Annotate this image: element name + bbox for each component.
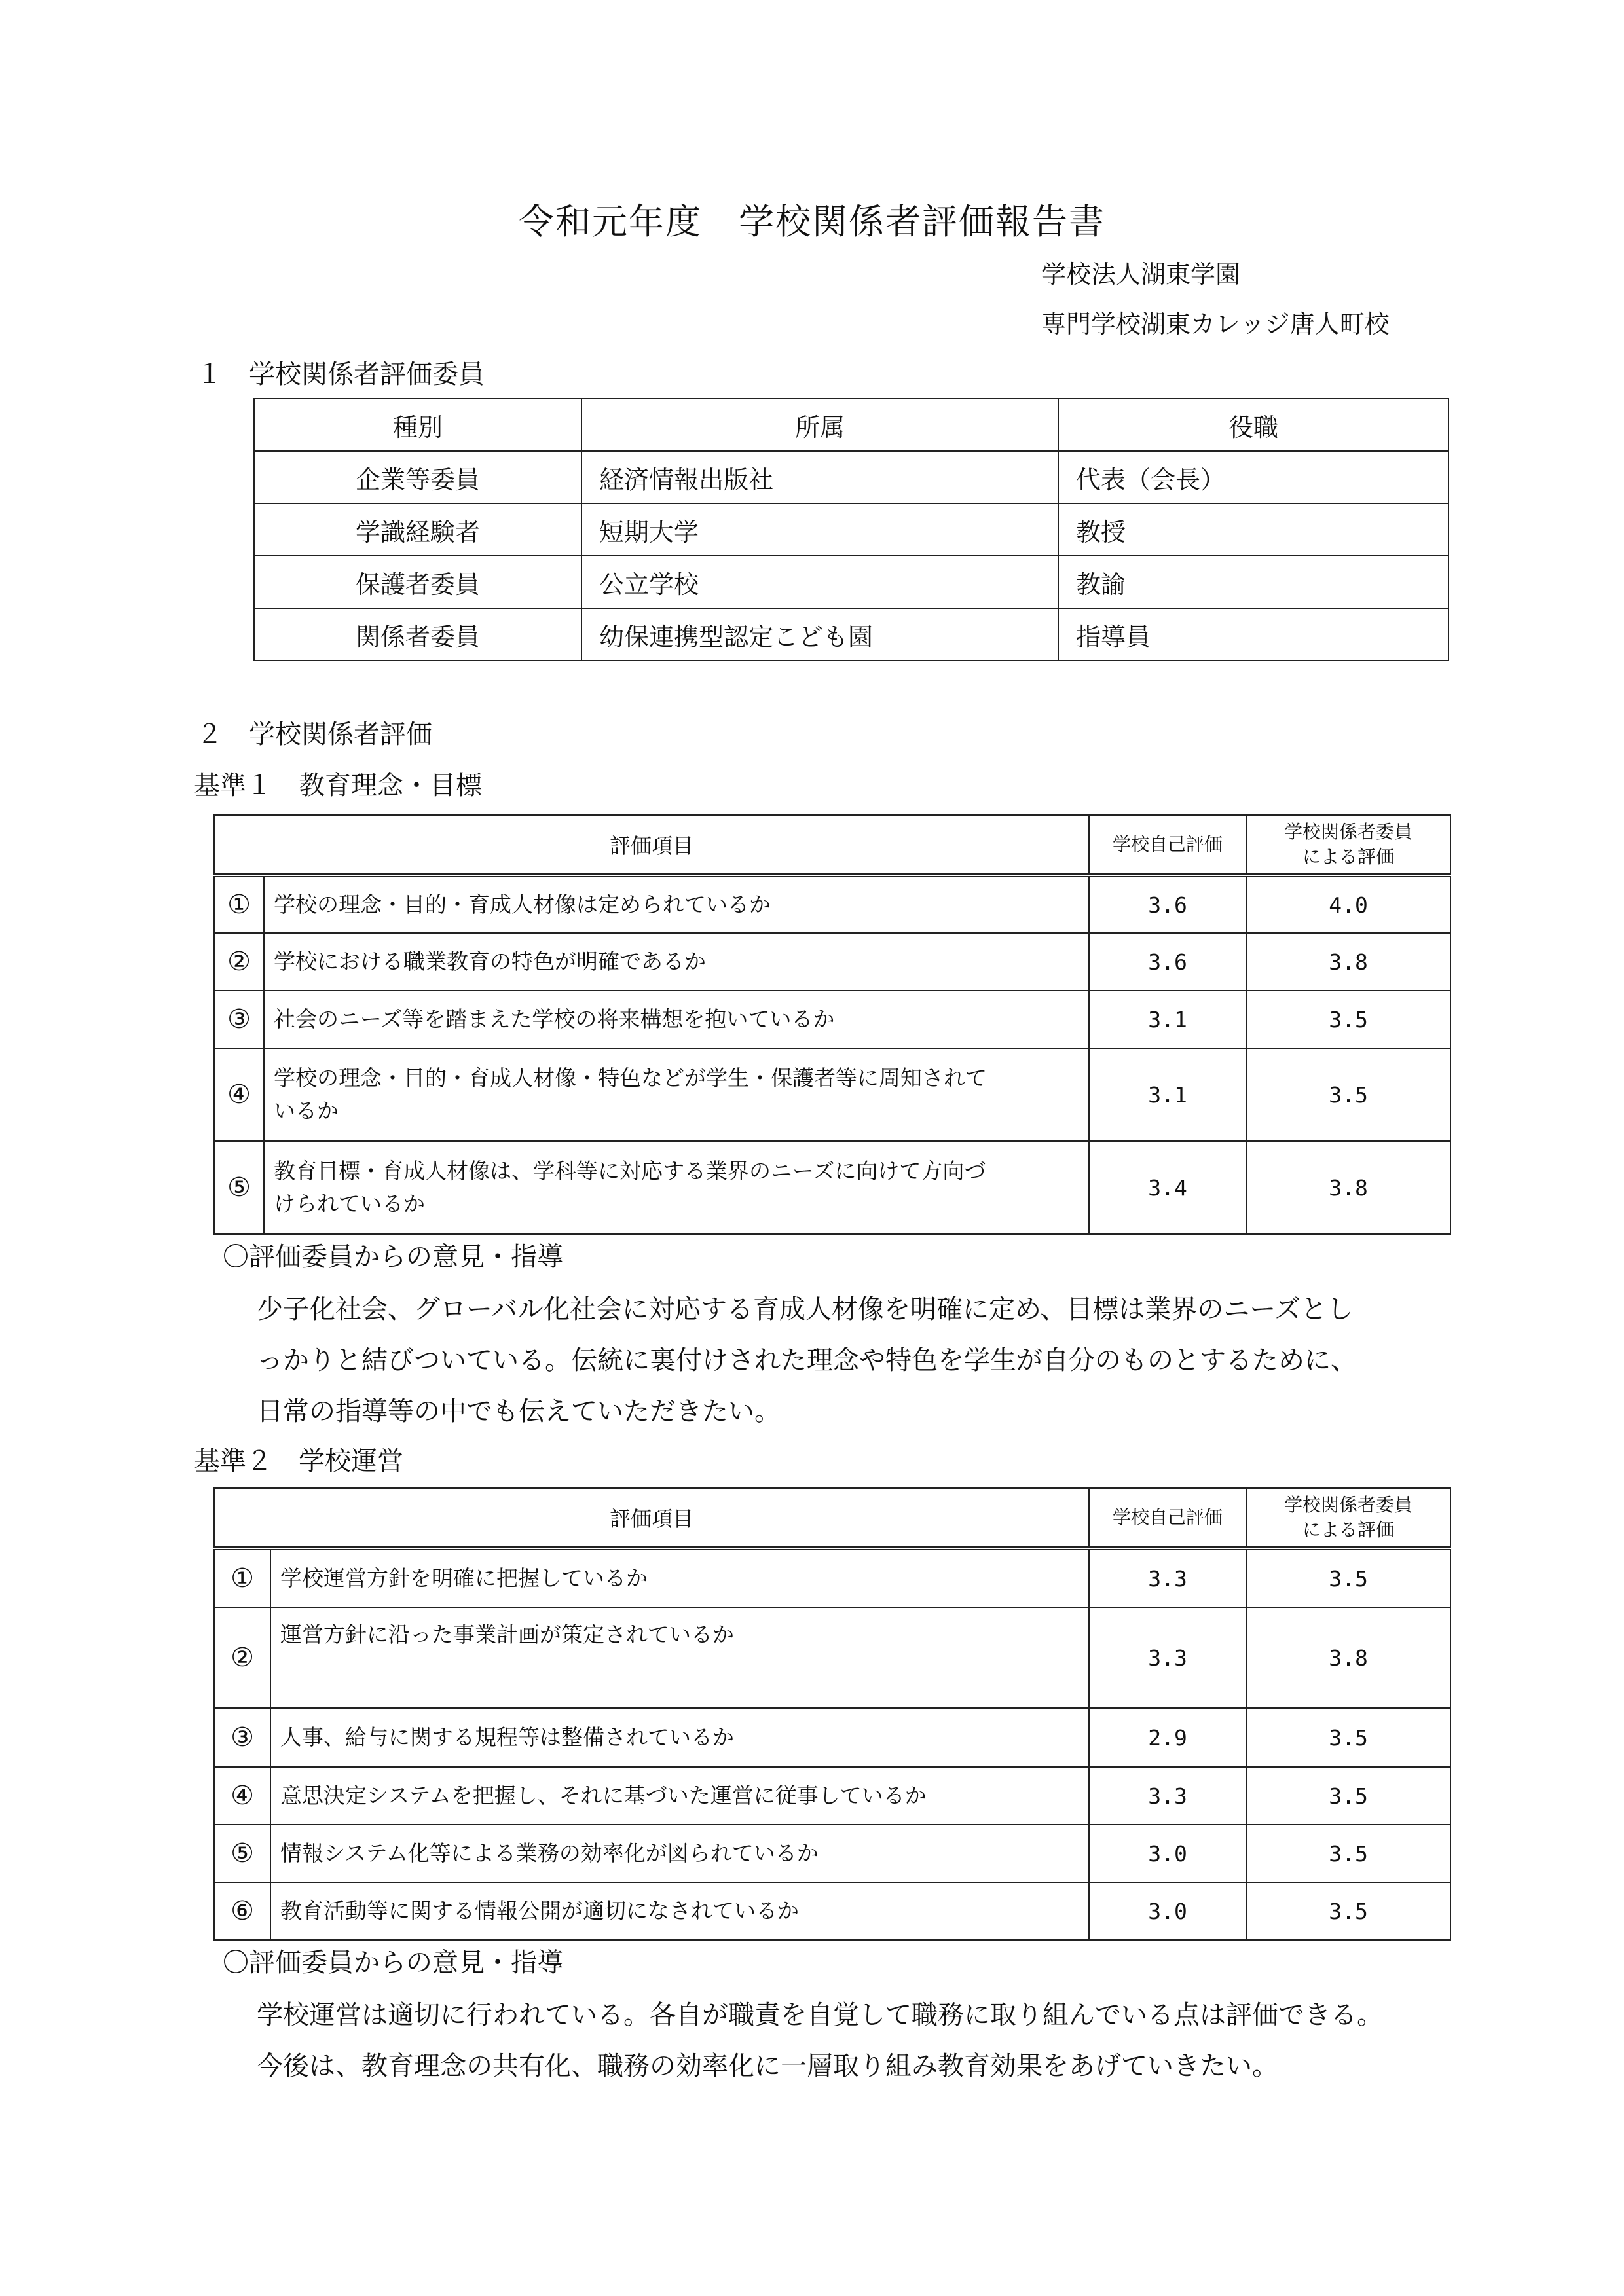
header-affiliation: 所属 [581, 399, 1058, 451]
header-committee-evaluation [1246, 1488, 1450, 1548]
table-row [214, 1141, 1450, 1234]
table-row [214, 1548, 1450, 1607]
committee-score: 3.5 [1246, 1882, 1450, 1940]
item-text-line2: けられているか [274, 1191, 425, 1216]
item-number: ① [214, 875, 264, 933]
committee-score: 3.5 [1246, 1767, 1450, 1825]
corporation-name: 学校法人湖東学園 [1041, 260, 1241, 289]
table-row [214, 1825, 1450, 1882]
table-row [254, 503, 1449, 556]
header-committee-line1: 学校関係者委員 [1284, 1494, 1413, 1516]
table-row [254, 608, 1449, 661]
self-score: 3.3 [1089, 1767, 1246, 1825]
committee-members-table [253, 398, 1449, 661]
school-name: 専門学校湖東カレッジ唐人町校 [1041, 310, 1390, 338]
item-text: 意思決定システムを把握し、それに基づいた運営に従事しているか [270, 1767, 1089, 1825]
table-row [214, 1048, 1450, 1141]
table-header-row [214, 815, 1450, 875]
table-row [214, 933, 1450, 991]
criterion2-evaluation-table [213, 1487, 1451, 1941]
committee-score: 3.5 [1246, 1548, 1450, 1607]
item-number: ③ [214, 1708, 270, 1767]
item-text-line2: いるか [274, 1098, 339, 1123]
committee-score: 3.8 [1246, 933, 1450, 991]
item-text [264, 1141, 1089, 1234]
committee-score: 3.5 [1246, 991, 1450, 1048]
criterion2-opinion-line: 今後は、教育理念の共有化、職務の効率化に一層取り組み教育効果をあげていきたい。 [257, 2051, 1278, 2081]
item-text-line1: 教育目標・育成人材像は、学科等に対応する業界のニーズに向けて方向づ [274, 1158, 986, 1184]
self-score: 3.0 [1089, 1882, 1246, 1940]
table-header-row [214, 1488, 1450, 1548]
item-text-line1: 学校の理念・目的・育成人材像・特色などが学生・保護者等に周知されて [274, 1065, 987, 1091]
item-number: ⑥ [214, 1882, 270, 1940]
member-type: 関係者委員 [254, 608, 581, 661]
item-number: ⑤ [214, 1141, 264, 1234]
member-type: 保護者委員 [254, 556, 581, 608]
criterion1-evaluation-table [213, 814, 1451, 1235]
committee-score: 4.0 [1246, 875, 1450, 933]
item-text: 情報システム化等による業務の効率化が図られているか [270, 1825, 1089, 1882]
member-position: 教授 [1058, 503, 1449, 556]
criterion1-opinion-line: 日常の指導等の中でも伝えていただきたい。 [257, 1396, 781, 1427]
table-row [214, 1708, 1450, 1767]
header-self-evaluation: 学校自己評価 [1089, 815, 1246, 875]
committee-score: 3.8 [1246, 1607, 1450, 1708]
criterion1-title: 基準１ 教育理念・目標 [194, 771, 482, 801]
item-number: ④ [214, 1767, 270, 1825]
self-score: 3.1 [1089, 1048, 1246, 1141]
self-score: 3.6 [1089, 875, 1246, 933]
self-score: 3.4 [1089, 1141, 1246, 1234]
table-row [214, 1767, 1450, 1825]
member-position: 教諭 [1058, 556, 1449, 608]
item-text: 運営方針に沿った事業計画が策定されているか [270, 1607, 1089, 1708]
self-score: 2.9 [1089, 1708, 1246, 1767]
table-row [254, 556, 1449, 608]
member-affiliation: 公立学校 [581, 556, 1058, 608]
item-number: ② [214, 933, 264, 991]
header-committee-line1: 学校関係者委員 [1284, 821, 1413, 843]
table-row [214, 991, 1450, 1048]
criterion1-opinion-heading: 〇評価委員からの意見・指導 [223, 1242, 563, 1272]
self-score: 3.1 [1089, 991, 1246, 1048]
table-header-row [254, 399, 1449, 451]
item-number: ⑤ [214, 1825, 270, 1882]
committee-score: 3.5 [1246, 1708, 1450, 1767]
member-affiliation: 幼保連携型認定こども園 [581, 608, 1058, 661]
item-text: 社会のニーズ等を踏まえた学校の将来構想を抱いているか [264, 991, 1089, 1048]
item-text: 学校運営方針を明確に把握しているか [270, 1548, 1089, 1607]
header-position: 役職 [1058, 399, 1449, 451]
table-row [214, 1607, 1450, 1708]
self-score: 3.0 [1089, 1825, 1246, 1882]
header-self-evaluation: 学校自己評価 [1089, 1488, 1246, 1548]
header-evaluation-item: 評価項目 [214, 1488, 1089, 1548]
criterion1-opinion-line: っかりと結びついている。伝統に裏付けされた理念や特色を学生が自分のものとするために、 [257, 1345, 1357, 1376]
table-row [254, 451, 1449, 503]
table-row [214, 875, 1450, 933]
committee-score: 3.5 [1246, 1048, 1450, 1141]
item-text: 学校における職業教育の特色が明確であるか [264, 933, 1089, 991]
member-position: 指導員 [1058, 608, 1449, 661]
header-committee-line2: による評価 [1302, 1519, 1395, 1540]
criterion2-opinion-heading: 〇評価委員からの意見・指導 [223, 1948, 563, 1978]
item-text: 教育活動等に関する情報公開が適切になされているか [270, 1882, 1089, 1940]
section2-heading: ２ 学校関係者評価 [196, 720, 432, 750]
header-committee-evaluation [1246, 815, 1450, 875]
member-type: 企業等委員 [254, 451, 581, 503]
item-text: 学校の理念・目的・育成人材像は定められているか [264, 875, 1089, 933]
criterion2-title: 基準２ 学校運営 [194, 1446, 403, 1476]
committee-score: 3.5 [1246, 1825, 1450, 1882]
item-text: 人事、給与に関する規程等は整備されているか [270, 1708, 1089, 1767]
header-type: 種別 [254, 399, 581, 451]
self-score: 3.3 [1089, 1607, 1246, 1708]
criterion2-opinion-line: 学校運営は適切に行われている。各自が職責を自覚して職務に取り組んでいる点は評価できる。 [257, 2000, 1383, 2030]
section1-heading: １ 学校関係者評価委員 [196, 359, 485, 390]
document-title: 令和元年度 学校関係者評価報告書 [519, 201, 1105, 242]
member-affiliation: 経済情報出版社 [581, 451, 1058, 503]
member-affiliation: 短期大学 [581, 503, 1058, 556]
committee-score: 3.8 [1246, 1141, 1450, 1234]
criterion1-opinion-line: 少子化社会、グローバル化社会に対応する育成人材像を明確に定め、目標は業界のニーズとし [257, 1294, 1354, 1324]
item-number: ② [214, 1607, 270, 1708]
self-score: 3.6 [1089, 933, 1246, 991]
item-text [264, 1048, 1089, 1141]
self-score: 3.3 [1089, 1548, 1246, 1607]
table-row [214, 1882, 1450, 1940]
member-position: 代表（会長） [1058, 451, 1449, 503]
item-number: ③ [214, 991, 264, 1048]
member-type: 学識経験者 [254, 503, 581, 556]
item-number: ① [214, 1548, 270, 1607]
header-evaluation-item: 評価項目 [214, 815, 1089, 875]
header-committee-line2: による評価 [1302, 846, 1395, 867]
item-number: ④ [214, 1048, 264, 1141]
